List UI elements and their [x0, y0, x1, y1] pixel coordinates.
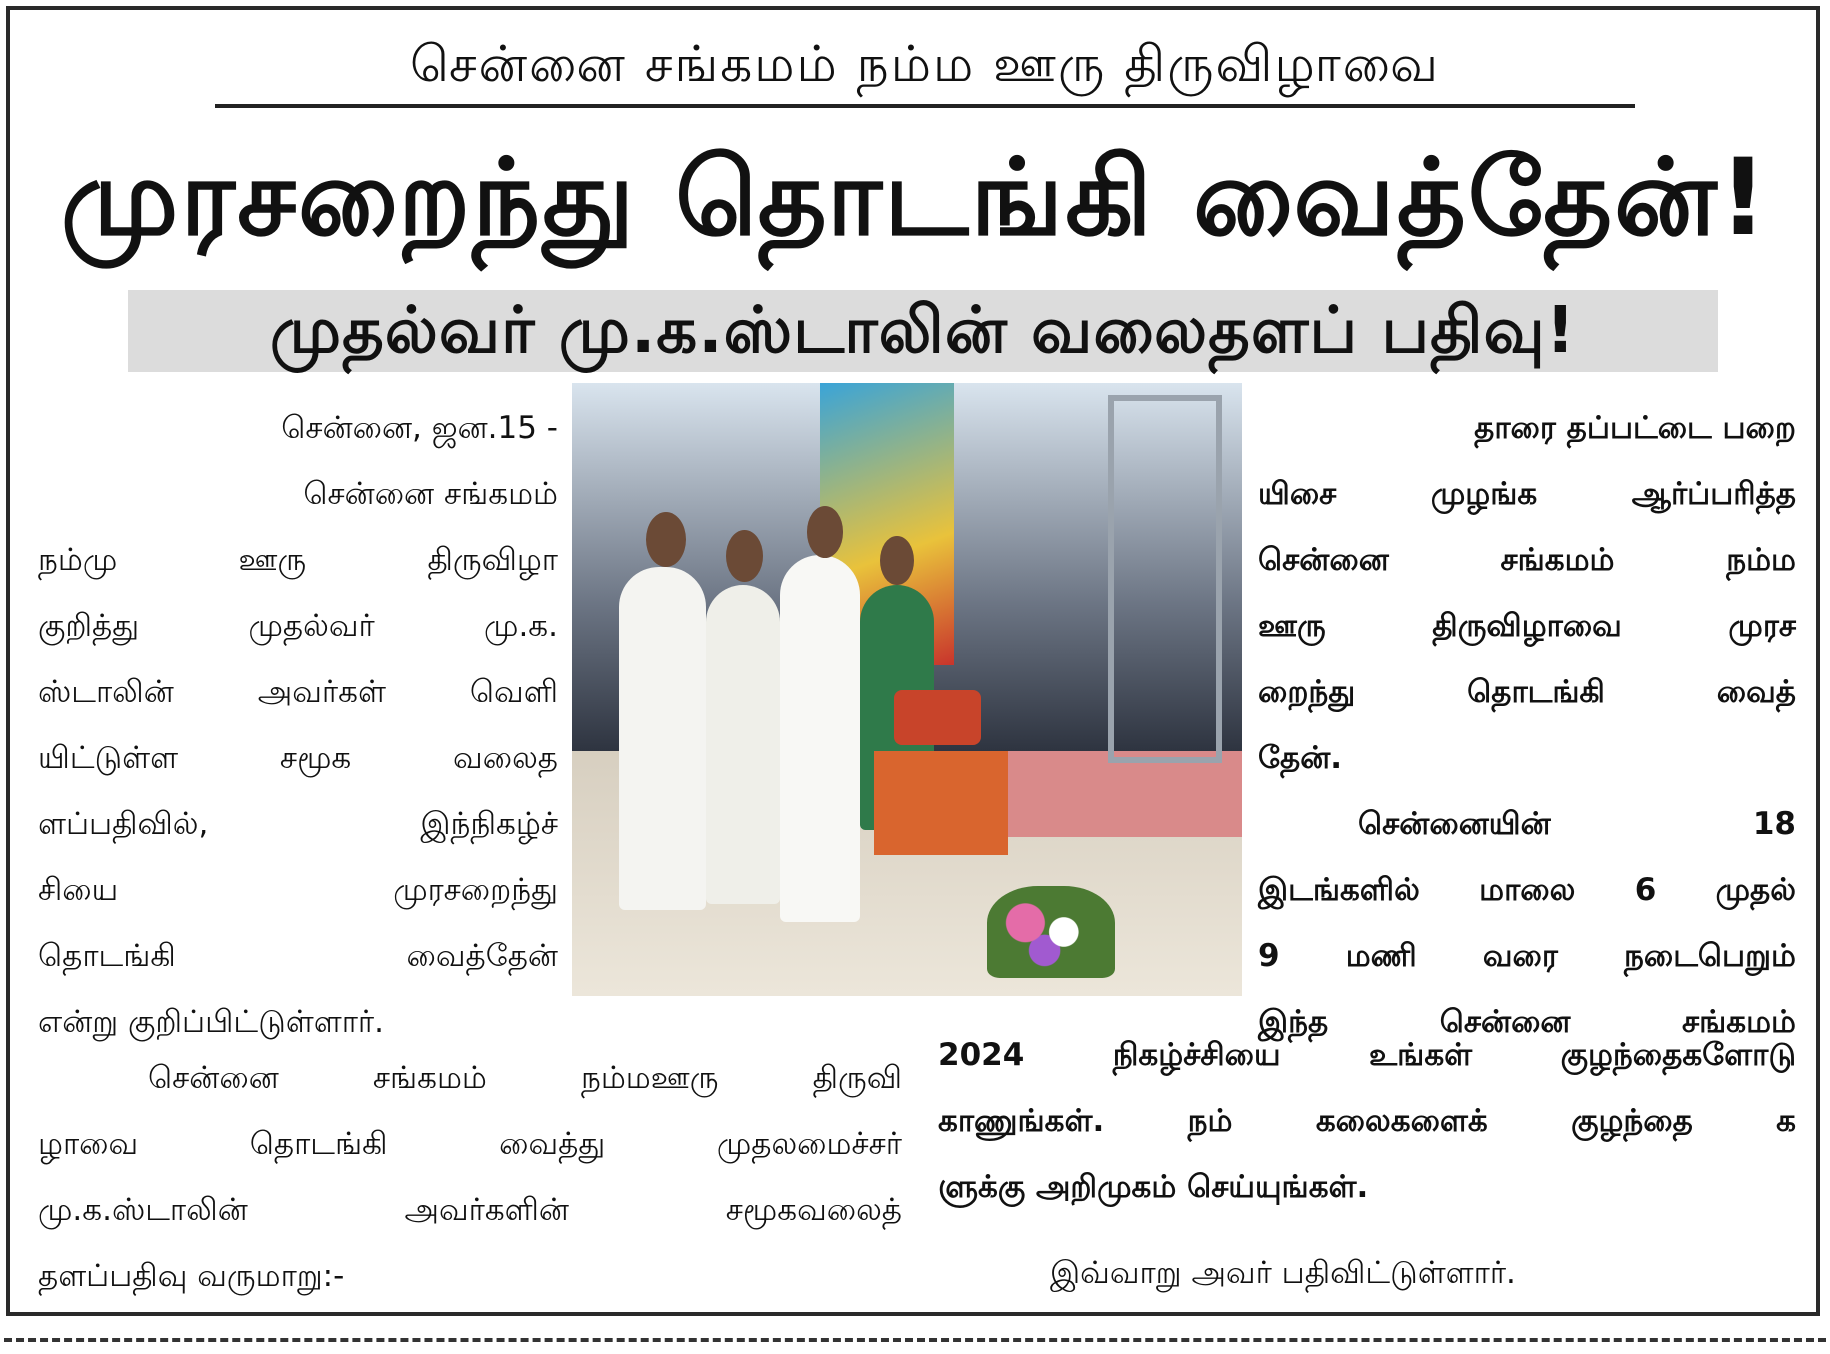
drum: [894, 690, 981, 745]
text-line: சென்னை சங்கமம் நம்மஊரு திருவி: [148, 1060, 902, 1096]
text-line: ஊரு திருவிழாவை முரச: [1258, 608, 1796, 644]
left-column-text: [38, 395, 558, 1055]
text-line: மு.க.ஸ்டாலின் அவர்களின் சமூகவலைத்: [38, 1192, 902, 1228]
bottom-right-text: [938, 1022, 1796, 1220]
text-line: குறித்து முதல்வர் மு.க.: [38, 608, 558, 644]
text-line: நம்மு ஊரு திருவிழா: [38, 542, 558, 578]
text-line: தாரை தப்பட்டை பறை: [1474, 410, 1796, 446]
text-line: 9 மணி வரை நடைபெறும்: [1258, 938, 1796, 974]
text-line: யிசை முழங்க ஆர்ப்பரித்த: [1258, 476, 1796, 512]
text-line: றைந்து தொடங்கி வைத்: [1258, 674, 1796, 710]
text-line: தேன்.: [1258, 740, 1343, 776]
kicker-headline: சென்னை சங்கமம் நம்ம ஊரு திருவிழாவை: [215, 28, 1635, 108]
text-line: ளப்பதிவில், இந்நிகழ்ச்: [38, 806, 558, 842]
text-line: ழாவை தொடங்கி வைத்து முதலமைச்சர்: [38, 1126, 902, 1162]
flower-bouquet: [987, 886, 1114, 978]
bottom-left-text: [38, 1045, 902, 1309]
event-photo: [572, 383, 1242, 996]
text-line: என்று குறிப்பிட்டுள்ளார்.: [38, 1004, 384, 1040]
main-headline: முரசறைந்து தொடங்கி வைத்தேன்!: [60, 136, 1770, 259]
text-line: காணுங்கள். நம் கலைகளைக் குழந்தை க: [938, 1103, 1796, 1139]
signoff-line: இவ்வாறு அவர் பதிவிட்டுள்ளார்.: [1050, 1255, 1516, 1291]
text-line: தளப்பதிவு வருமாறு:-: [38, 1258, 345, 1294]
text-line: தொடங்கி வைத்தேன்: [38, 938, 558, 974]
text-line: ளுக்கு அறிமுகம் செய்யுங்கள்.: [938, 1169, 1369, 1205]
text-line: சென்னை சங்கமம்: [303, 476, 558, 512]
text-line: ஸ்டாலின் அவர்கள் வெளி: [38, 674, 558, 710]
text-line: சென்னை சங்கமம் நம்ம: [1258, 542, 1796, 578]
text-line: சென்னையின் 18: [1358, 806, 1796, 842]
text-line: 2024 நிகழ்ச்சியை உங்கள் குழந்தைகளோடு: [938, 1037, 1796, 1073]
text-line: இந்த சென்னை சங்கமம்: [1258, 1004, 1796, 1040]
dateline: சென்னை, ஜன.15 -: [281, 410, 558, 446]
subheadline: முதல்வர் மு.க.ஸ்டாலின் வலைதளப் பதிவு!: [128, 290, 1718, 372]
text-line: யிட்டுள்ள சமூக வலைத: [38, 740, 558, 776]
text-line: இடங்களில் மாலை 6 முதல்: [1258, 872, 1796, 908]
dashed-divider: [4, 1338, 1826, 1342]
right-column-text: [1258, 395, 1796, 1055]
text-line: சியை முரசறைந்து: [38, 872, 558, 908]
